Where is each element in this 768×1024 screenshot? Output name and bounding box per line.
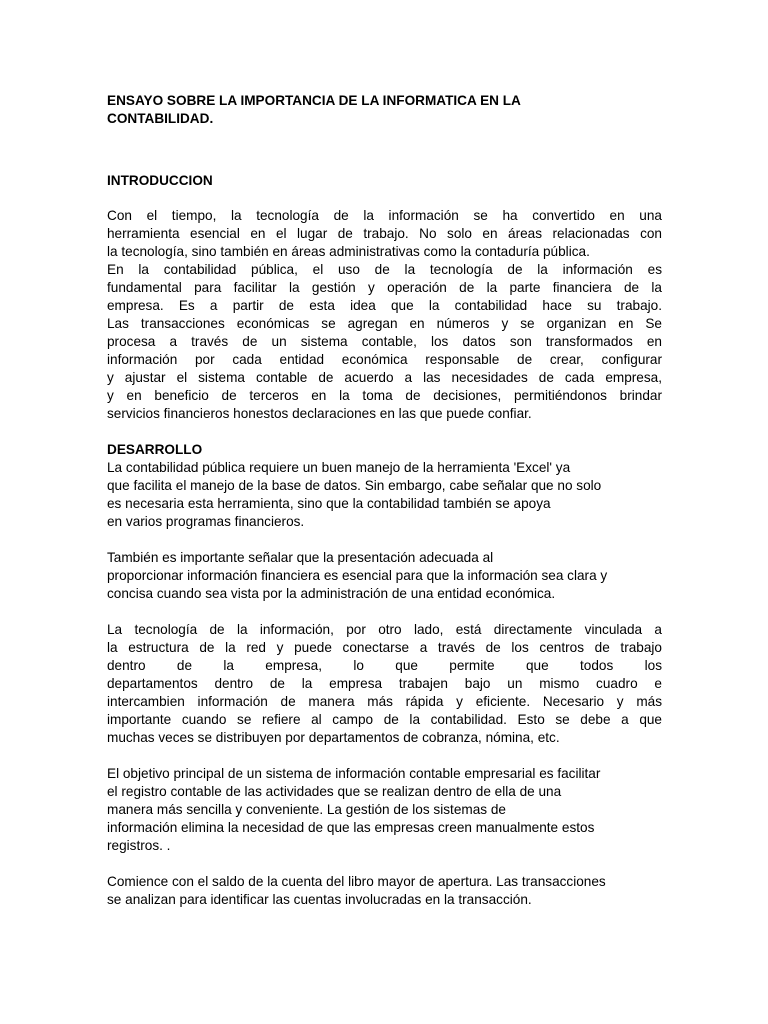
- paragraph: [107, 459, 662, 531]
- text-line: manera más sencilla y conveniente. La gestión de los sistemas de: [107, 802, 506, 817]
- text-line: Las transacciones económicas se agregan en números y se organizan en Se: [107, 316, 662, 331]
- document-page: [107, 92, 662, 909]
- text-line: información elimina la necesidad de que las empresas creen manualmente estos: [107, 820, 595, 835]
- section-desarrollo: [107, 441, 662, 909]
- text-line: La tecnología de la información, por otro lado, está directamente vinculada a: [107, 622, 662, 637]
- text-line: empresa. Es a partir de esta idea que la contabilidad hace su trabajo.: [107, 298, 662, 313]
- text-line: la estructura de la red y puede conectarse a través de los centros de trabajo: [107, 640, 662, 655]
- text-line: En la contabilidad pública, el uso de la tecnología de la información es: [107, 262, 662, 277]
- text-line: servicios financieros honestos declaraciones en las que puede confiar.: [107, 406, 532, 421]
- text-line: registros. .: [107, 838, 171, 853]
- title-line: CONTABILIDAD.: [107, 111, 214, 126]
- text-line: procesa a través de un sistema contable, los datos son transformados en: [107, 334, 662, 349]
- text-line: El objetivo principal de un sistema de información contable empresarial es facilitar: [107, 766, 601, 781]
- paragraph: [107, 765, 662, 855]
- paragraph: [107, 549, 662, 603]
- paragraph: [107, 207, 662, 423]
- text-line: fundamental para facilitar la gestión y operación de la parte financiera de la: [107, 280, 662, 295]
- document-title: [107, 92, 662, 128]
- text-line: que facilita el manejo de la base de datos. Sin embargo, cabe señalar que no solo: [107, 478, 602, 493]
- text-line: departamentos dentro de la empresa trabajen bajo un mismo cuadro e: [107, 676, 662, 691]
- text-line: dentro de la empresa, lo que permite que todos los: [107, 658, 662, 673]
- section-heading: DESARROLLO: [107, 442, 203, 457]
- text-line: La contabilidad pública requiere un buen manejo de la herramienta 'Excel' ya: [107, 460, 571, 475]
- text-line: herramienta esencial en el lugar de trabajo. No solo en áreas relacionadas con: [107, 226, 662, 241]
- text-line: se analizan para identificar las cuentas involucradas en la transacción.: [107, 892, 532, 907]
- text-line: importante cuando se refiere al campo de la contabilidad. Esto se debe a que: [107, 712, 662, 727]
- text-line: la tecnología, sino también en áreas administrativas como la contaduría pública.: [107, 244, 590, 259]
- text-line: es necesaria esta herramienta, sino que la contabilidad también se apoya: [107, 496, 551, 511]
- text-line: muchas veces se distribuyen por departamentos de cobranza, nómina, etc.: [107, 730, 560, 745]
- text-line: intercambien información de manera más rápida y eficiente. Necesario y más: [107, 694, 662, 709]
- text-line: concisa cuando sea vista por la administración de una entidad económica.: [107, 586, 556, 601]
- text-line: proporcionar información financiera es esencial para que la información sea clara y: [107, 568, 608, 583]
- sections-container: [107, 172, 662, 909]
- text-line: en varios programas financieros.: [107, 514, 305, 529]
- title-line: ENSAYO SOBRE LA IMPORTANCIA DE LA INFORMATICA EN LA: [107, 93, 521, 108]
- text-line: información por cada entidad económica responsable de crear, configurar: [107, 352, 662, 367]
- text-line: Comience con el saldo de la cuenta del libro mayor de apertura. Las transacciones: [107, 874, 606, 889]
- text-line: y en beneficio de terceros en la toma de decisiones, permitiéndonos brindar: [107, 388, 662, 403]
- text-line: Con el tiempo, la tecnología de la información se ha convertido en una: [107, 208, 662, 223]
- paragraph: [107, 621, 662, 747]
- text-line: También es importante señalar que la presentación adecuada al: [107, 550, 494, 565]
- section-heading: INTRODUCCION: [107, 173, 213, 188]
- paragraph: [107, 873, 662, 909]
- text-line: el registro contable de las actividades que se realizan dentro de ella de una: [107, 784, 562, 799]
- text-line: y ajustar el sistema contable de acuerdo a las necesidades de cada empresa,: [107, 370, 662, 385]
- section-introduccion: [107, 172, 662, 423]
